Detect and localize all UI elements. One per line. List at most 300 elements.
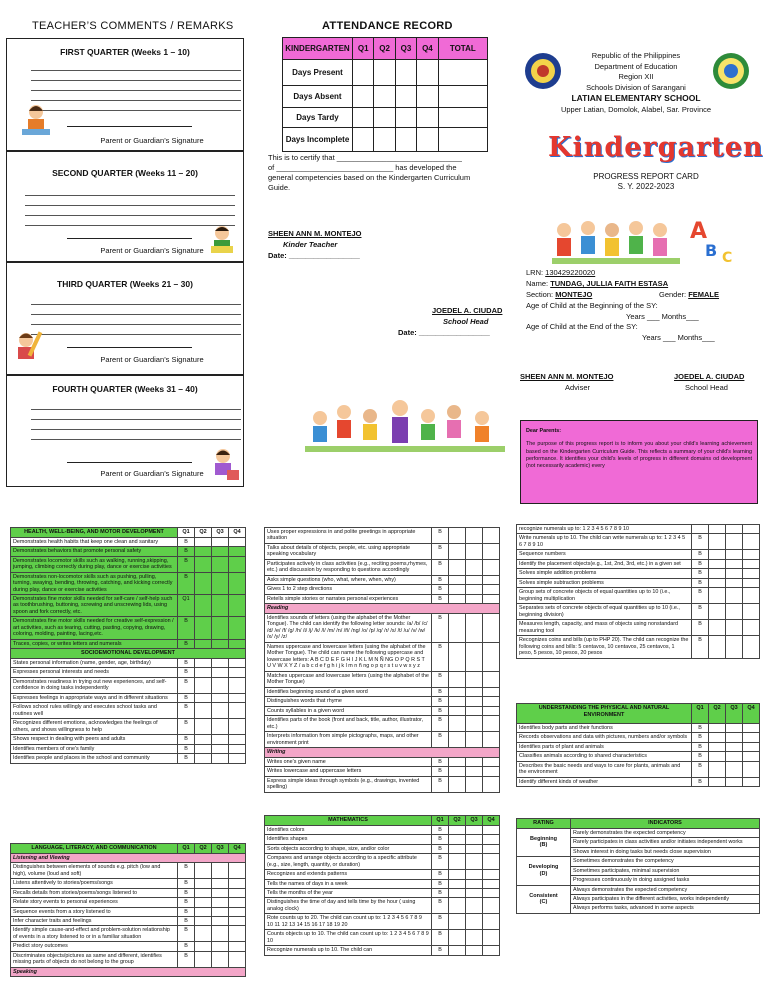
quarter-rating-cell [229,916,246,925]
table-row [11,658,246,667]
math-continued-table [516,524,760,659]
quarter-rating-cell [743,733,760,742]
quarter-rating-cell [195,719,212,735]
quarter-rating-cell: B [178,879,195,888]
quarter-rating-cell [726,525,743,534]
quarter-rating-cell [195,547,212,556]
quarter-rating-cell: B [178,677,195,693]
table-row [265,687,500,696]
quarter-rating-cell [195,658,212,667]
signature-label: Parent or Guardian’s Signature [100,136,204,145]
competency-text: Asks simple questions (who, what, where, when, why) [265,575,432,584]
competency-text: Shows respect in dealing with peers and adults [11,735,178,744]
table-row [11,754,246,763]
comment-lines [31,400,241,440]
q-header: Q3 [466,816,483,826]
competency-text: Gives 1 to 2 step directions [265,585,432,594]
quarter-rating-cell [212,639,229,648]
q-header: Q4 [743,704,760,724]
quarter-rating-cell: B [432,559,449,575]
q-header: Q4 [229,528,246,538]
table-row [517,777,760,786]
competency-text: Talks about details of objects, people, etc. using appropriate speaking vocabulary [265,543,432,559]
competency-text: Identifies parts of the book (front and back, title, author, illustrator, etc.) [265,716,432,732]
competency-text: Listens attentively to stories/poems/songs [11,879,178,888]
quarter-rating-cell: B [692,559,709,568]
quarter-rating-cell [212,863,229,879]
rating-legend-table [516,818,760,914]
lrn-value: 130429220020 [545,268,596,277]
competency-text: Counts objects up to 10. The child can count up to: 1 2 3 4 5 6 7 8 9 10 [265,930,432,946]
quarter-rating-cell [195,677,212,693]
quarter-rating-cell [449,844,466,853]
signature-line [67,126,192,127]
table-row [517,761,760,777]
quarter-rating-cell: B [692,620,709,636]
table-row [11,594,246,616]
speaking-subheading: Speaking [11,967,246,976]
quarter-rating-cell [195,556,212,572]
indicator-text: Progresses continuously in doing assigned tasks [571,876,760,885]
attendance-heading: ATTENDANCE RECORD [322,20,453,32]
competency-text: Expresses feelings in appropriate ways and in different situations [11,693,178,702]
comment-lines [31,295,241,335]
quarter-rating-cell [212,926,229,942]
competency-text: States personal information (name, gender, age, birthday) [11,658,178,667]
quarter-rating-cell: B [432,671,449,687]
quarter-rating-cell [195,888,212,897]
cert-line: This is to certify that ______________________________ [268,153,462,162]
quarter-rating-cell [449,898,466,914]
school-head-role: School Head [443,317,489,326]
quarter-rating-cell: B [692,636,709,658]
quarter-rating-cell [743,588,760,604]
competency-text: Demonstrates fine motor skills needed for creative self-expression / art activities, such as tearing, cutting, pasting, copying, drawing, coloring, molding, painting, lacing,etc. [11,617,178,639]
table-row [517,724,760,733]
competency-text: Express simple ideas through symbols (e.g., drawings, invented spelling) [265,776,432,792]
quarter-rating-cell: B [178,942,195,951]
quarter-rating-cell [449,930,466,946]
quarter-rating-cell [212,658,229,667]
competency-text: recognize numerals up to: 1 2 3 4 5 6 7 8 9 10 [517,525,692,534]
q-header: Q1 [692,704,709,724]
quarter-rating-cell [466,930,483,946]
competency-text: Identify different kinds of weather [517,777,692,786]
quarter-rating-cell [212,594,229,616]
dear-parents-body: The purpose of this progress report is to inform you about your child's learning achievement based on the Kindergarten Curriculum Guide. This reflects a summary of your child's learning performance. It identifies your child's levels of progress in different domains od development (not necessarily academic) every [526,441,752,470]
quarter-rating-cell: B [692,534,709,550]
quarter-rating-cell: B [432,898,449,914]
quarter-rating-cell [229,639,246,648]
competency-text: Demonstrates behaviors that promote personal safety [11,547,178,556]
quarter-rating-cell [195,898,212,907]
quarter-rating-cell: B [178,863,195,879]
competency-text: Writes lowercase and uppercase letters [265,767,432,776]
table-row [11,719,246,735]
quarter-rating-cell [466,559,483,575]
competency-text: Sorts objects according to shape, size, and/or color [265,844,432,853]
second-quarter-title: SECOND QUARTER (Weeks 11 – 20) [52,168,198,178]
competency-text: Describes the basic needs and ways to care for plants, animals and the environment [517,761,692,777]
table-row [11,735,246,744]
adviser-role: Adviser [565,383,591,392]
attendance-col-header: Q3 [395,38,416,60]
quarter-rating-cell: B [178,537,195,546]
competency-text: Interprets information from simple pictographs, maps, and other environment print [265,732,432,748]
signature-label: Parent or Guardian’s Signature [100,469,204,478]
rating-level [517,857,571,885]
competency-text: Recalls details from stories/poems/songs listened to [11,888,178,897]
quarter-rating-cell [449,732,466,748]
competency-text: Identifies sounds of letters (using the alphabet of the Mother Tongue). The child can identify the following letter sounds: /a/ /b/ /c/ /d/ /e/ /f/ /g/ /h/ /i/ /j/ /k/ /l/ /m/ /n/ /ñ/ /ng/ /o/ /p/ /q/ /r/ /s/ /t/ /u/ /v/ /w/ /x/ /y/ /z/ [265,613,432,642]
quarter-rating-cell [709,761,726,777]
teacher-role: Kinder Teacher [283,240,338,249]
attendance-col-header: Q1 [353,38,374,60]
competency-text: Discriminates objects/pictures as same and different, identifies missing parts of objects do not belong to the group [11,951,178,967]
quarter-rating-cell [195,735,212,744]
quarter-rating-cell [483,870,500,879]
quarter-rating-cell [466,854,483,870]
quarter-rating-cell [483,543,500,559]
quarter-rating-cell [466,767,483,776]
fourth-quarter-box [6,375,244,487]
table-row [11,617,246,639]
quarter-rating-cell: B [432,594,449,603]
listening-subheading: Listening and Viewing [11,853,246,862]
quarter-rating-cell [743,777,760,786]
school-name: LATIAN ELEMENTARY SCHOOL [571,93,701,103]
rating-level [517,885,571,913]
table-row [11,898,246,907]
quarter-rating-cell: B [432,825,449,834]
quarter-rating-cell: B [692,761,709,777]
comment-lines [31,61,241,111]
quarter-rating-cell [743,724,760,733]
banner-text: Kindergarten [548,132,764,163]
quarter-rating-cell [449,687,466,696]
quarter-rating-cell [195,668,212,677]
table-row [265,543,500,559]
quarter-rating-cell: Q1 [178,594,195,616]
competency-text: Solves simple subtraction problems [517,578,692,587]
competency-text: Rote counts up to 20. The child can count up to: 1 2 3 4 5 6 7 8 9 10 11 12 13 14 15 16 17 18 19 20 [265,914,432,930]
date-field: Date: _________________ [398,328,490,337]
quarter-rating-cell [229,617,246,639]
student-name-value: TUNDAG, JULLIA FAITH ESTASA [550,278,669,288]
quarter-rating-cell [449,671,466,687]
competency-text: Participates actively in class activities (e.g., reciting poems,rhymes, etc.) and discussion by responding to questions accordingly [265,559,432,575]
quarter-rating-cell: B [432,757,449,766]
quarter-rating-cell [212,693,229,702]
head-role: School Head [685,383,728,392]
quarter-rating-cell [709,534,726,550]
quarter-rating-cell: B [432,575,449,584]
svg-text:B: B [705,241,718,260]
table-row [265,671,500,687]
competency-text: Compares and arrange objects according to a specific attribute (e.g., size, length, quantity, or duration) [265,854,432,870]
quarter-rating-cell [229,703,246,719]
quarter-rating-cell [212,547,229,556]
quarter-rating-cell [229,926,246,942]
quarter-rating-cell: B [432,732,449,748]
table-row [11,703,246,719]
quarter-rating-cell [726,534,743,550]
quarter-rating-cell [229,719,246,735]
dear-parents-title: Dear Parents: [526,428,562,434]
table-row [265,559,500,575]
quarter-rating-cell [195,754,212,763]
quarter-rating-cell [466,825,483,834]
quarter-rating-cell [212,942,229,951]
table-row [11,907,246,916]
quarter-rating-cell [449,716,466,732]
quarter-rating-cell [483,687,500,696]
quarter-rating-cell [449,914,466,930]
table-row [265,594,500,603]
quarter-rating-cell [483,559,500,575]
rating-row [517,857,760,866]
competency-text: Relate story events to personal experiences [11,898,178,907]
quarter-rating-cell [743,752,760,761]
competency-text: Traces, copies, or writes letters and numerals [11,639,178,648]
quarter-rating-cell [229,754,246,763]
socio-title: SOCIOEMOTIONAL DEVELOPMENT [11,649,246,659]
quarter-rating-cell: B [692,550,709,559]
quarter-rating-cell [483,914,500,930]
quarter-rating-cell [709,588,726,604]
competency-text: Records observations and data with pictures, numbers and/or symbols [517,733,692,742]
competency-text: Names uppercase and lowercase letters (using the alphabet of the Mother Tongue). The child can name the following uppercase and lowercase letters: A B C D E F G H I J K L M N Ñ NG O P Q R S T U V W X Y Z / a b c d e f g h i j k l m n ñ ng o p q r s t u v w x y z [265,642,432,671]
table-row [11,879,246,888]
competency-text: Distinguishes between elements of sounds e.g. pitch (low and high), volume (loud and soft) [11,863,178,879]
quarter-rating-cell [743,604,760,620]
table-row [517,604,760,620]
head-name: JOEDEL A. CIUDAD [674,372,745,381]
table-row [11,547,246,556]
quarter-rating-cell [229,572,246,594]
lrn-label: LRN: [526,268,546,277]
quarter-rating-cell [709,569,726,578]
quarter-rating-cell [212,703,229,719]
competency-text: Writes one's given name [265,757,432,766]
quarter-rating-cell [229,693,246,702]
quarter-rating-cell: B [432,914,449,930]
competency-text: Identify the placement objects(e.g., 1st, 2nd, 3rd, etc.) in a given set [517,559,692,568]
table-row [265,767,500,776]
quarter-rating-cell [212,898,229,907]
competency-text: Solves simple addition problems [517,569,692,578]
table-row [265,835,500,844]
quarter-rating-cell: B [692,733,709,742]
attendance-row-label: Days Absent [283,86,353,108]
quarter-rating-cell: B [432,844,449,853]
quarter-rating-cell: B [432,767,449,776]
gender-label: Gender: [659,289,689,299]
quarter-rating-cell [449,528,466,544]
quarter-rating-cell: B [432,835,449,844]
table-row [517,569,760,578]
quarter-rating-cell [709,636,726,658]
child-pencil-illustration [9,329,43,365]
quarter-rating-cell [743,620,760,636]
competency-text: Predict story outcomes [11,942,178,951]
quarter-rating-cell [466,888,483,897]
competency-text: Sequence numbers [517,550,692,559]
quarter-rating-cell [726,761,743,777]
years-months: Years ___ Months___ [626,311,699,321]
signature-line [67,238,192,239]
quarter-rating-cell [229,547,246,556]
quarter-rating-cell [229,907,246,916]
quarter-rating-cell: B [178,744,195,753]
quarter-rating-cell: B [432,716,449,732]
quarter-rating-cell [709,604,726,620]
quarter-rating-cell [726,724,743,733]
table-row [517,578,760,587]
quarter-rating-cell [449,946,466,955]
quarter-rating-cell [726,550,743,559]
quarter-rating-cell [466,776,483,792]
quarter-rating-cell [195,703,212,719]
kindergarten-banner [548,132,764,163]
quarter-rating-cell [212,888,229,897]
third-quarter-title: THIRD QUARTER (Weeks 21 – 30) [57,279,193,289]
quarter-rating-cell: B [692,724,709,733]
quarter-rating-cell [212,537,229,546]
quarter-rating-cell [743,550,760,559]
competency-text: Identifies people and places in the school and community [11,754,178,763]
competency-text: Identify simple cause-and-effect and problem-solution relationship of events in a story listened to or in a familiar situation [11,926,178,942]
quarter-rating-cell: B [178,916,195,925]
quarter-rating-cell: B [178,547,195,556]
indicator-text: Sometimes demonstrates the competency [571,857,760,866]
rating-code: (D) [539,870,548,877]
table-row [11,677,246,693]
quarter-rating-cell [212,951,229,967]
quarter-rating-cell: B [692,742,709,751]
math-title: MATHEMATICS [265,816,432,826]
competency-text: Retells simple stories or narrates personal experiences [265,594,432,603]
quarter-rating-cell [466,757,483,766]
rating-name: Developing [528,864,559,871]
child-writing-illustration [19,103,53,139]
competency-text: Tells the months of the year [265,888,432,897]
quarter-rating-cell [483,776,500,792]
table-row [11,668,246,677]
q-header: Q1 [432,816,449,826]
table-row [517,534,760,550]
quarter-rating-cell [483,585,500,594]
signature-label: Parent or Guardian’s Signature [100,355,204,364]
second-quarter-box [6,151,244,262]
name-label: Name: [526,278,551,288]
rating-header: RATING [517,819,571,829]
table-row [517,525,760,534]
quarter-rating-cell [483,898,500,914]
attendance-col-header: Q2 [374,38,395,60]
competency-text: Classifies animals according to shared characteristics [517,752,692,761]
quarter-rating-cell [743,636,760,658]
card-title: PROGRESS REPORT CARD [593,172,699,181]
quarter-rating-cell: B [178,572,195,594]
quarter-rating-cell [449,879,466,888]
years-months: Years ___ Months___ [642,333,715,343]
table-row [265,844,500,853]
quarter-rating-cell [195,916,212,925]
quarter-rating-cell: B [692,588,709,604]
q-header: Q1 [178,528,195,538]
table-row [265,528,500,544]
quarter-rating-cell [743,525,760,534]
table-row [11,951,246,967]
table-row [11,572,246,594]
child-books-illustration [207,446,241,482]
q-header: Q4 [483,816,500,826]
quarter-rating-cell [743,742,760,751]
quarter-rating-cell [692,525,709,534]
table-row [265,585,500,594]
quarter-rating-cell [195,639,212,648]
quarter-rating-cell [212,668,229,677]
third-quarter-box [6,262,244,375]
quarter-rating-cell: B [432,776,449,792]
competency-text: Separates sets of concrete objects of equal quantities up to 10 (i.e., beginning division) [517,604,692,620]
table-row [265,898,500,914]
table-row [11,744,246,753]
quarter-rating-cell [466,687,483,696]
table-row [517,636,760,658]
header-line: Schools Division of Sarangani [586,82,686,92]
quarter-rating-cell [195,879,212,888]
table-row [265,575,500,584]
rating-code: (C) [539,899,548,906]
quarter-rating-cell [743,578,760,587]
table-row [265,757,500,766]
student-info [526,268,762,344]
quarter-rating-cell [709,620,726,636]
physical-title: UNDERSTANDING THE PHYSICAL AND NATURAL ENVIRONMENT [517,704,692,724]
table-row [265,642,500,671]
competency-text: Counts syllables in a given word [265,706,432,715]
quarter-rating-cell: B [692,604,709,620]
quarter-rating-cell [212,744,229,753]
quarter-rating-cell [466,732,483,748]
table-row [11,863,246,879]
section-value: MONTEJO [555,289,593,299]
indicator-text: Shows interest in doing tasks but needs close supervision [571,847,760,856]
quarter-rating-cell [449,757,466,766]
table-row [11,942,246,951]
quarter-rating-cell [195,744,212,753]
table-row [265,825,500,834]
q-header: Q4 [229,844,246,854]
quarter-rating-cell [709,733,726,742]
quarter-rating-cell [483,613,500,642]
age-end: Age of Child at the End of the SY: [526,322,638,332]
table-row [517,620,760,636]
reading-subheading: Reading [265,604,500,613]
first-quarter-title: FIRST QUARTER (Weeks 1 – 10) [60,47,190,57]
quarter-rating-cell [195,693,212,702]
attendance-col-header: Q4 [417,38,438,60]
quarter-rating-cell: B [692,569,709,578]
quarter-rating-cell: B [432,543,449,559]
rating-name: Consistent [529,892,558,899]
rating-row [517,885,760,894]
quarter-rating-cell: B [178,693,195,702]
competency-text: Infer character traits and feelings [11,916,178,925]
competency-text: Distinguishes the time of day and tells time by the hour ( using analog clock) [265,898,432,914]
